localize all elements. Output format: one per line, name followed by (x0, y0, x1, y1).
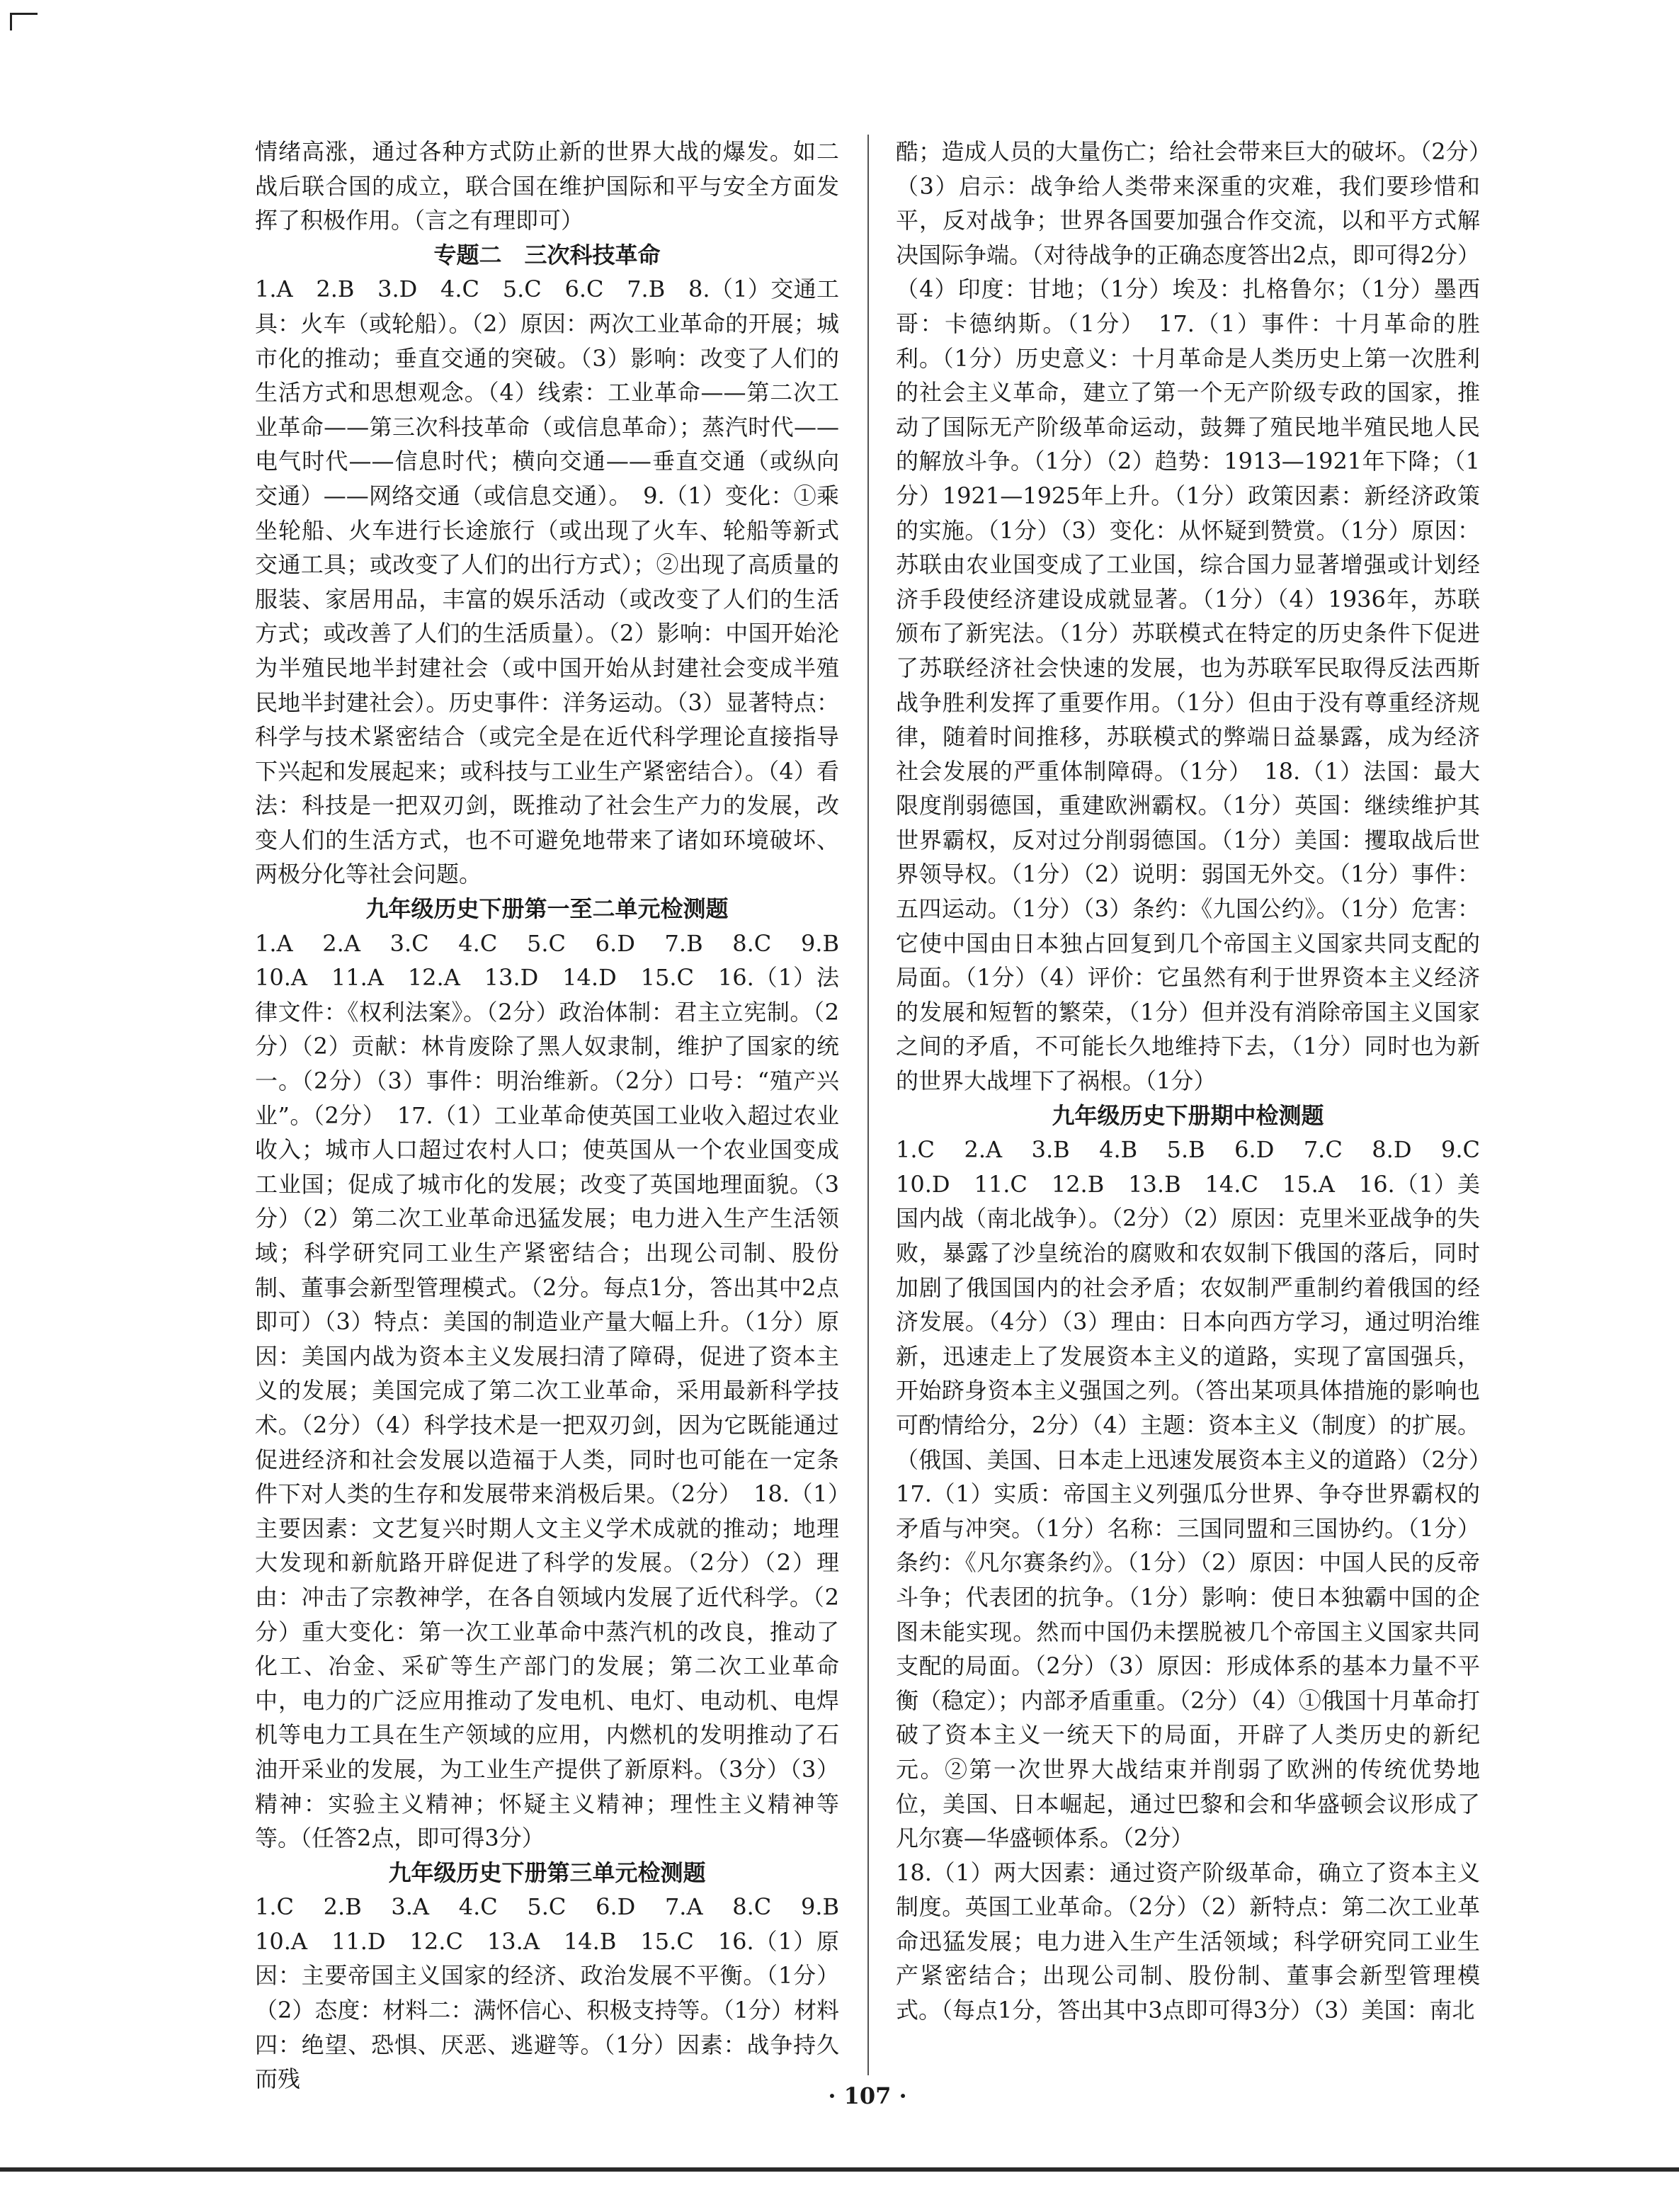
answers-unit-three-continued: 酷；造成人员的大量伤亡；给社会带来巨大的破坏。（2分）（3）启示：战争给人类带来深重的灾难，我们要珍惜和平，反对战争；世界各国要加强合作交流，以和平方式解决国际争端。（对待战争的正确态度答出2点，即可得2分）（4）印度：甘地；（1分）埃及：扎格鲁尔；（1分）墨西哥：卡德纳斯。（1分） 17.（1）事件：十月革命的胜利。（1分）历史意义：十月革命是人类历史上第一次胜利的社会主义革命，建立了第一个无产阶级专政的国家，推动了国际无产阶级革命运动，鼓舞了殖民地半殖民地人民的解放斗争。（1分）（2）趋势：1913—1921年下降；（1分）1921—1925年上升。（1分）政策因素：新经济政策的实施。（1分）（3）变化：从怀疑到赞赏。（1分）原因：苏联由农业国变成了工业国，综合国力显著增强或计划经济手段使经济建设成就显著。（1分）（4）1936年，苏联颁布了新宪法。（1分）苏联模式在特定的历史条件下促进了苏联经济社会快速的发展，也为苏联军民取得反法西斯战争胜利发挥了重要作用。（1分）但由于没有尊重经济规律，随着时间推移，苏联模式的弊端日益暴露，成为经济社会发展的严重体制障碍。（1分） 18.（1）法国：最大限度削弱德国，重建欧洲霸权。（1分）英国：继续维护其世界霸权，反对过分削弱德国。（1分）美国：攫取战后世界领导权。（1分）（2）说明：弱国无外交。（1分）事件：五四运动。（1分）（3）条约：《九国公约》。（1分）危害：它使中国由日本独占回复到几个帝国主义国家共同支配的局面。（1分）（4）评价：它虽然有利于世界资本主义经济的发展和短暂的繁荣，（1分）但并没有消除帝国主义国家之间的矛盾，不可能长久地维持下去，（1分）同时也为新的世界大战埋下了祸根。（1分） (896, 138, 1480, 1095)
page-number: · 107 · (828, 2082, 907, 2109)
answer-key-page (255, 135, 1503, 2174)
answers-midterm-question-18: 18.（1）两大因素：通过资产阶级革命，确立了资本主义制度。英国工业革命。（2分）（2）新特点：第二次工业革命迅猛发展；电力进入生产生活领域；科学研究同工业生产紧密结合；出现公司制、股份制、董事会新型管理模式。（每点1分，答出其中3点即可得3分）（3）美国：南北 (896, 1859, 1480, 2024)
section-heading-units-one-two-test: 九年级历史下册第一至二单元检测题 (365, 895, 729, 923)
section-heading-unit-three-test: 九年级历史下册第三单元检测题 (388, 1859, 706, 1886)
answers-midterm-test: 1.C 2.A 3.B 4.B 5.B 6.D 7.C 8.D 9.C 10.D 11.C 12.B 13.B 14.C 15.A 16.（1）美国内战（南北战争）。（2分）（2）原因：克里米亚战争的失败，暴露了沙皇统治的腐败和农奴制下俄国的落后，同时加剧了俄国国内的社会矛盾；农奴制严重制约着俄国的经济发展。（4分）（3）理由：日本向西方学习，通过明治维新，迅速走上了发展资本主义的道路，实现了富国强兵，开始跻身资本主义强国之列。（答出某项具体措施的影响也可酌情给分，2分）（4）主题：资本主义（制度）的扩展。（俄国、美国、日本走上迅速发展资本主义的道路）（2分） 17.（1）实质：帝国主义列强瓜分世界、争夺世界霸权的矛盾与冲突。（1分）名称：三国同盟和三国协约。（1分）条约：《凡尔赛条约》。（1分）（2）原因：中国人民的反帝斗争；代表团的抗争。（1分）影响：使日本独霸中国的企图未能实现。然而中国仍未摆脱被几个帝国主义国家共同支配的局面。（2分）（3）原因：形成体系的基本力量不平衡（稳定）；内部矛盾重重。（2分）（4）①俄国十月革命打破了资本主义一统天下的局面，开辟了人类历史的新纪元。②第一次世界大战结束并削弱了欧洲的传统优势地位，美国、日本崛起，通过巴黎和会和华盛顿会议形成了凡尔赛—华盛顿体系。（2分） (896, 1136, 1503, 1852)
answers-topic-two: 1.A 2.B 3.D 4.C 5.C 6.C 7.B 8.（1）交通工具：火车（或轮船）。（2）原因：两次工业革命的开展；城市化的推动；垂直交通的突破。（3）影响：改变了人们的生活方式和思想观念。（4）线索：工业革命——第二次工业革命——第三次科技革命（或信息革命）；蒸汽时代——电气时代——信息时代；横向交通——垂直交通（或纵向交通）——网络交通（或信息交通）。 9.（1）变化：①乘坐轮船、火车进行长途旅行（或出现了火车、轮船等新式交通工具；或改变了人们的出行方式）；②出现了高质量的服装、家居用品，丰富的娱乐活动（或改变了人们的生活方式；或改善了人们的生活质量）。（2）影响：中国开始沦为半殖民地半封建社会（或中国开始从封建社会变成半殖民地半封建社会）。历史事件：洋务运动。（3）显著特点：科学与技术紧密结合（或完全是在近代科学理论直接指导下兴起和发展起来；或科技与工业生产紧密结合）。（4）看法：科技是一把双刃剑，既推动了社会生产力的发展，改变人们的生活方式，也不可避免地带来了诸如环境破坏、两极分化等社会问题。 (255, 276, 839, 888)
answers-unit-three-test: 1.C 2.B 3.A 4.C 5.C 6.D 7.A 8.C 9.B 10.A 11.D 12.C 13.A 14.B 15.C 16.（1）原因：主要帝国主义国家的经济、政治发展不平衡。（1分）（2）态度：材料二：满怀信心、积极支持等。（1分）材料四：绝望、恐惧、厌恶、逃避等。（1分）因素：战争持久而残 (255, 1893, 863, 2093)
bottom-rule (0, 2167, 1679, 2172)
answers-units-one-two-test: 1.A 2.A 3.C 4.C 5.C 6.D 7.B 8.C 9.B 10.A 11.A 12.A 13.D 14.D 15.C 16.（1）法律文件：《权利法案》。（2分）政治体制：君主立宪制。（2分）（2）贡献：林肯废除了黑人奴隶制，维护了国家的统一。（2分）（3）事件：明治维新。（2分）口号：“殖产兴业”。（2分） 17.（1）工业革命使英国工业收入超过农业收入；城市人口超过农村人口；使英国从一个农业国变成工业国；促成了城市化的发展；改变了英国地理面貌。（3分）（2）第二次工业革命迅猛发展；电力进入生产生活领域；科学研究同工业生产紧密结合；出现公司制、股份制、董事会新型管理模式。（2分。每点1分，答出其中2点即可）（3）特点：美国的制造业产量大幅上升。（1分）原因：美国内战为资本主义发展扫清了障碍，促进了资本主义的发展；美国完成了第二次工业革命，采用最新科学技术。（2分）（4）科学技术是一把双刃剑，因为它既能通过促进经济和社会发展以造福于人类，同时也可能在一定条件下对人类的生存和发展带来消极后果。（2分） 18.（1）主要因素：文艺复兴时期人文主义学术成就的推动；地理大发现和新航路开辟促进了科学的发展。（2分）（2）理由：冲击了宗教神学，在各自领域内发展了近代科学。（2分）重大变化：第一次工业革命中蒸汽机的改良，推动了化工、冶金、采矿等生产部门的发展；第二次工业革命中，电力的广泛应用推动了发电机、电灯、电动机、电焊机等电力工具在生产领域的应用，内燃机的发明推动了石油开采业的发展，为工业生产提供了新原料。（3分）（3）精神：实验主义精神；怀疑主义精神；理性主义精神等等。（任答2点，即可得3分） (255, 929, 863, 1852)
section-heading-midterm-test: 九年级历史下册期中检测题 (1052, 1101, 1324, 1129)
continuation-paragraph: 情绪高涨，通过各种方式防止新的世界大战的爆发。如二战后联合国的成立，联合国在维护国际和平与安全方面发挥了积极作用。（言之有理即可） (255, 138, 839, 234)
crop-corner-mark (10, 13, 38, 30)
left-column (255, 135, 863, 2093)
section-heading-tech-revolutions: 专题二 三次科技革命 (433, 241, 661, 268)
right-column (896, 135, 1503, 2075)
column-divider (867, 135, 869, 2075)
